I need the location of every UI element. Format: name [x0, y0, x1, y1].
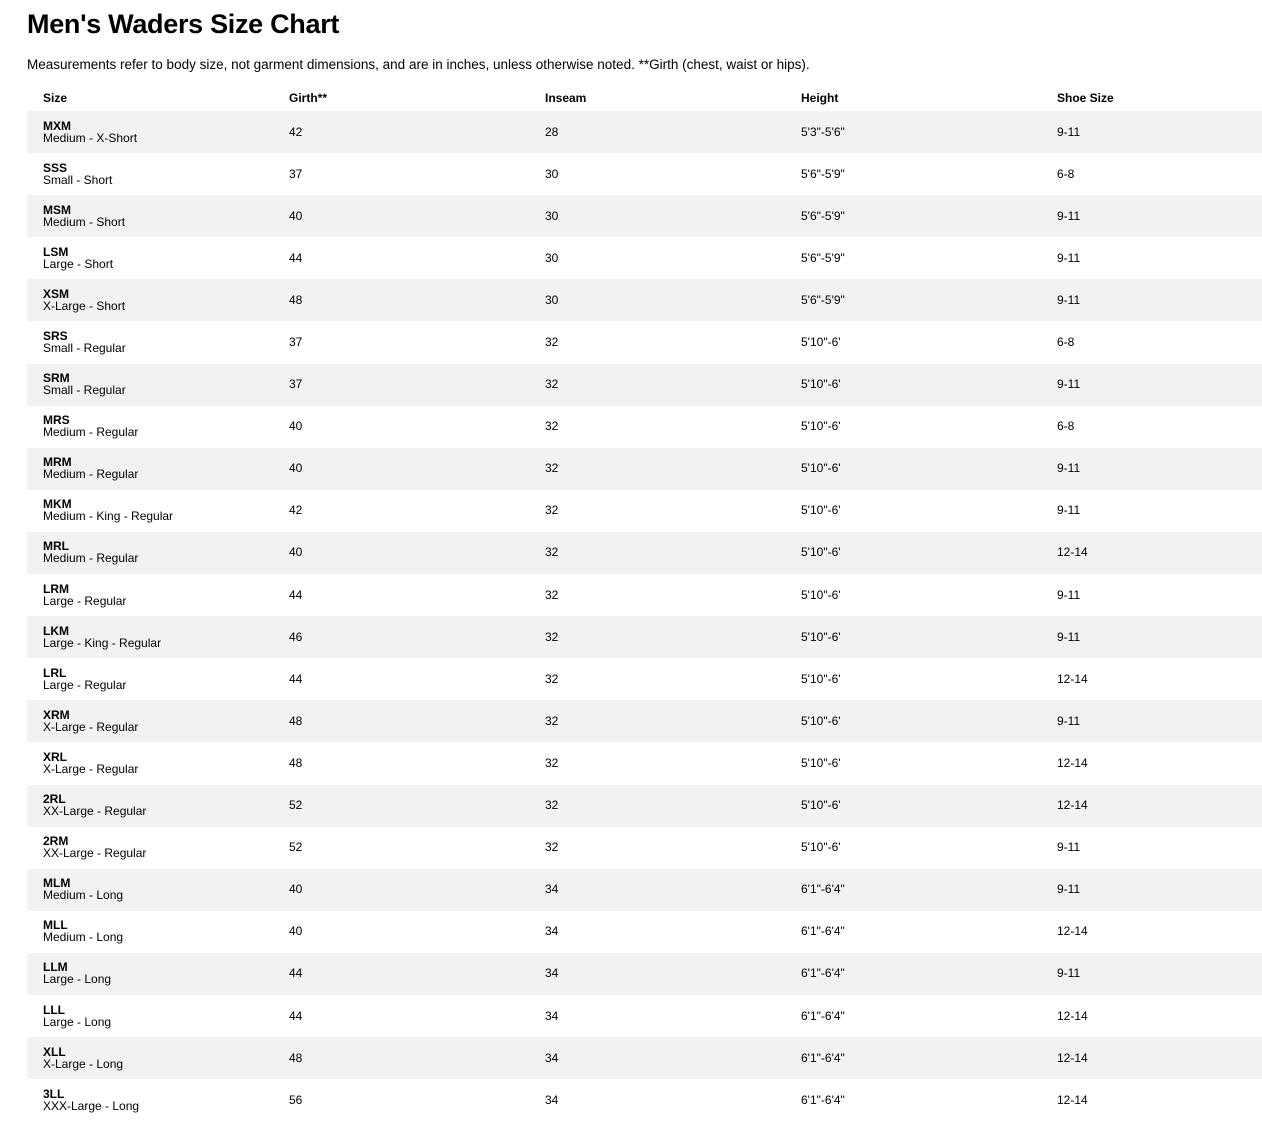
girth-cell: 52	[273, 785, 529, 827]
size-description: Large - King - Regular	[43, 635, 162, 650]
height-cell: 5'10"-6'	[785, 616, 1041, 658]
size-cell	[27, 700, 273, 742]
size-description: Medium - Regular	[43, 467, 139, 482]
size-description: Medium - Long	[43, 888, 124, 903]
inseam-cell: 34	[545, 1008, 559, 1023]
height-cell: 6'1"-6'4"	[801, 924, 845, 939]
measurement-note: Measurements refer to body size, not garment dimensions, and are in inches, unless otherwise noted. **Girth (chest, waist or hips).	[27, 57, 810, 72]
shoe-size-cell: 9-11	[1041, 869, 1262, 911]
size-code: LLL	[43, 1002, 65, 1017]
inseam-cell: 32	[545, 419, 559, 434]
size-description: Medium - Long	[43, 930, 124, 945]
inseam-cell: 32	[529, 532, 785, 574]
size-chart-table	[27, 84, 1262, 1121]
inseam-cell: 30	[529, 279, 785, 321]
shoe-size-cell: 9-11	[1041, 616, 1262, 658]
header-height: Height	[801, 90, 839, 105]
size-cell	[27, 869, 273, 911]
size-cell	[27, 785, 273, 827]
inseam-cell: 32	[545, 755, 559, 770]
size-description: XXX-Large - Long	[43, 1098, 140, 1113]
shoe-size-cell: 12-14	[1041, 532, 1262, 574]
size-code: MRS	[43, 413, 70, 428]
size-cell	[27, 574, 273, 616]
height-cell: 5'6"-5'9"	[801, 250, 845, 265]
size-code: LRM	[43, 581, 69, 596]
size-cell	[27, 364, 273, 406]
girth-cell: 44	[289, 587, 303, 602]
table-row	[27, 827, 1262, 869]
inseam-cell: 32	[529, 448, 785, 490]
height-cell: 5'10"-6'	[801, 335, 841, 350]
table-row	[27, 448, 1262, 490]
shoe-size-cell: 9-11	[1057, 503, 1081, 518]
inseam-cell: 34	[529, 953, 785, 995]
inseam-cell: 32	[545, 587, 559, 602]
height-cell: 6'1"-6'4"	[785, 1037, 1041, 1079]
table-row	[27, 785, 1262, 827]
height-cell: 5'10"-6'	[785, 448, 1041, 490]
size-code: LKM	[43, 623, 69, 638]
size-code: MLM	[43, 876, 71, 891]
table-row	[27, 153, 1262, 195]
size-description: X-Large - Short	[43, 298, 126, 313]
size-description: X-Large - Long	[43, 1056, 124, 1071]
girth-cell: 40	[273, 532, 529, 574]
shoe-size-cell: 9-11	[1041, 953, 1262, 995]
girth-cell: 42	[273, 111, 529, 153]
size-description: Small - Short	[43, 172, 113, 187]
table-row	[27, 574, 1262, 616]
shoe-size-cell: 12-14	[1057, 755, 1088, 770]
table-header	[27, 84, 1262, 111]
height-cell: 5'10"-6'	[785, 785, 1041, 827]
height-cell: 6'1"-6'4"	[785, 953, 1041, 995]
size-code: SSS	[43, 160, 68, 175]
inseam-cell: 32	[529, 700, 785, 742]
height-cell: 5'6"-5'9"	[785, 195, 1041, 237]
table-row	[27, 532, 1262, 574]
size-cell	[27, 911, 273, 953]
size-cell	[27, 1037, 273, 1079]
girth-cell: 42	[289, 503, 303, 518]
inseam-cell: 30	[529, 195, 785, 237]
size-description: XX-Large - Regular	[43, 804, 147, 819]
inseam-cell: 34	[545, 1092, 559, 1107]
header-inseam: Inseam	[545, 90, 587, 105]
height-cell: 5'10"-6'	[785, 700, 1041, 742]
size-description: Large - Regular	[43, 593, 127, 608]
inseam-cell: 34	[545, 924, 559, 939]
girth-cell: 48	[273, 279, 529, 321]
header-shoe-size: Shoe Size	[1057, 90, 1114, 105]
height-cell: 5'6"-5'9"	[785, 279, 1041, 321]
size-cell	[27, 111, 273, 153]
shoe-size-cell: 12-14	[1041, 785, 1262, 827]
inseam-cell: 32	[529, 785, 785, 827]
inseam-cell: 30	[545, 250, 559, 265]
inseam-cell: 32	[545, 671, 559, 686]
size-cell	[27, 1079, 273, 1121]
table-body	[27, 111, 1262, 1121]
inseam-cell: 32	[529, 616, 785, 658]
height-cell: 5'10"-6'	[801, 503, 841, 518]
girth-cell: 52	[289, 840, 303, 855]
girth-cell: 44	[289, 671, 303, 686]
table-row	[27, 911, 1262, 953]
size-description: Medium - Regular	[43, 551, 139, 566]
size-description: Medium - Short	[43, 214, 126, 229]
size-description: X-Large - Regular	[43, 761, 139, 776]
table-row	[27, 364, 1262, 406]
size-cell	[27, 953, 273, 995]
shoe-size-cell: 12-14	[1057, 671, 1088, 686]
size-cell	[27, 321, 273, 363]
size-cell	[27, 490, 273, 532]
size-description: X-Large - Regular	[43, 719, 139, 734]
girth-cell: 56	[289, 1092, 303, 1107]
size-description: Medium - X-Short	[43, 130, 138, 145]
height-cell: 5'10"-6'	[801, 755, 841, 770]
shoe-size-cell: 9-11	[1057, 250, 1081, 265]
size-code: XLL	[43, 1044, 66, 1059]
size-code: SRS	[43, 329, 68, 344]
girth-cell: 46	[273, 616, 529, 658]
size-description: Medium - Regular	[43, 425, 139, 440]
inseam-cell: 32	[545, 503, 559, 518]
header-size: Size	[43, 90, 68, 105]
shoe-size-cell: 12-14	[1041, 1037, 1262, 1079]
table-row	[27, 995, 1262, 1037]
shoe-size-cell: 9-11	[1041, 364, 1262, 406]
shoe-size-cell: 9-11	[1041, 448, 1262, 490]
table-row	[27, 195, 1262, 237]
size-cell	[27, 406, 273, 448]
shoe-size-cell: 12-14	[1057, 924, 1088, 939]
girth-cell: 48	[289, 755, 303, 770]
height-cell: 5'10"-6'	[801, 840, 841, 855]
table-row	[27, 111, 1262, 153]
height-cell: 6'1"-6'4"	[785, 869, 1041, 911]
girth-cell: 40	[273, 869, 529, 911]
size-description: Large - Long	[43, 1014, 112, 1029]
girth-cell: 40	[289, 924, 303, 939]
size-cell	[27, 279, 273, 321]
shoe-size-cell: 9-11	[1057, 587, 1081, 602]
size-cell	[27, 658, 273, 700]
size-cell	[27, 237, 273, 279]
size-code: LSM	[43, 244, 69, 259]
girth-cell: 37	[289, 166, 303, 181]
height-cell: 6'1"-6'4"	[801, 1008, 845, 1023]
shoe-size-cell: 9-11	[1041, 111, 1262, 153]
size-code: MKM	[43, 497, 72, 512]
inseam-cell: 34	[529, 1037, 785, 1079]
girth-cell: 40	[289, 419, 303, 434]
height-cell: 5'10"-6'	[801, 419, 841, 434]
height-cell: 5'10"-6'	[785, 364, 1041, 406]
girth-cell: 44	[289, 250, 303, 265]
height-cell: 6'1"-6'4"	[801, 1092, 845, 1107]
page-title: Men's Waders Size Chart	[27, 9, 340, 39]
size-cell	[27, 448, 273, 490]
table-row	[27, 321, 1262, 363]
inseam-cell: 32	[545, 335, 559, 350]
inseam-cell: 32	[529, 364, 785, 406]
size-cell	[27, 995, 273, 1037]
size-code: MRM	[43, 455, 72, 470]
height-cell: 5'10"-6'	[785, 532, 1041, 574]
size-code: XRM	[43, 707, 70, 722]
girth-cell: 40	[273, 448, 529, 490]
size-code: MXM	[43, 118, 71, 133]
table-row	[27, 953, 1262, 995]
shoe-size-cell: 9-11	[1041, 279, 1262, 321]
table-row	[27, 490, 1262, 532]
table-row	[27, 869, 1262, 911]
height-cell: 5'10"-6'	[801, 587, 841, 602]
size-description: Small - Regular	[43, 383, 126, 398]
header-row	[27, 84, 1262, 111]
size-description: Large - Long	[43, 972, 112, 987]
size-description: Small - Regular	[43, 341, 126, 356]
size-code: MSM	[43, 202, 71, 217]
table-row	[27, 658, 1262, 700]
shoe-size-cell: 12-14	[1057, 1008, 1088, 1023]
size-description: Large - Regular	[43, 677, 127, 692]
height-cell: 5'3"-5'6"	[785, 111, 1041, 153]
size-code: MRL	[43, 539, 69, 554]
size-code: 3LL	[43, 1086, 65, 1101]
table-row	[27, 700, 1262, 742]
girth-cell: 48	[273, 1037, 529, 1079]
inseam-cell: 34	[529, 869, 785, 911]
size-cell	[27, 827, 273, 869]
shoe-size-cell: 6-8	[1057, 166, 1075, 181]
table-row	[27, 279, 1262, 321]
size-code: XSM	[43, 286, 70, 301]
inseam-cell: 32	[545, 840, 559, 855]
size-cell	[27, 532, 273, 574]
table-row	[27, 742, 1262, 784]
size-code: MLL	[43, 918, 68, 933]
size-description: Large - Short	[43, 256, 114, 271]
height-cell: 5'10"-6'	[801, 671, 841, 686]
size-description: Medium - King - Regular	[43, 509, 174, 524]
shoe-size-cell: 9-11	[1057, 840, 1081, 855]
size-cell	[27, 195, 273, 237]
size-cell	[27, 153, 273, 195]
girth-cell: 44	[273, 953, 529, 995]
size-code: XRL	[43, 749, 67, 764]
size-code: LLM	[43, 960, 68, 975]
shoe-size-cell: 6-8	[1057, 335, 1075, 350]
height-cell: 5'6"-5'9"	[801, 166, 845, 181]
header-girth: Girth**	[289, 90, 328, 105]
size-code: 2RL	[43, 792, 66, 807]
table-row	[27, 1037, 1262, 1079]
table-row	[27, 1079, 1262, 1121]
girth-cell: 40	[273, 195, 529, 237]
shoe-size-cell: 12-14	[1057, 1092, 1088, 1107]
girth-cell: 44	[289, 1008, 303, 1023]
shoe-size-cell: 9-11	[1041, 700, 1262, 742]
shoe-size-cell: 9-11	[1041, 195, 1262, 237]
size-code: LRL	[43, 665, 67, 680]
size-description: XX-Large - Regular	[43, 846, 147, 861]
shoe-size-cell: 6-8	[1057, 419, 1075, 434]
table-row	[27, 237, 1262, 279]
girth-cell: 48	[273, 700, 529, 742]
size-cell	[27, 742, 273, 784]
size-cell	[27, 616, 273, 658]
girth-cell: 37	[273, 364, 529, 406]
size-code: 2RM	[43, 834, 69, 849]
inseam-cell: 30	[545, 166, 559, 181]
size-code: SRM	[43, 371, 70, 386]
inseam-cell: 28	[529, 111, 785, 153]
table-row	[27, 406, 1262, 448]
girth-cell: 37	[289, 335, 303, 350]
table-row	[27, 616, 1262, 658]
